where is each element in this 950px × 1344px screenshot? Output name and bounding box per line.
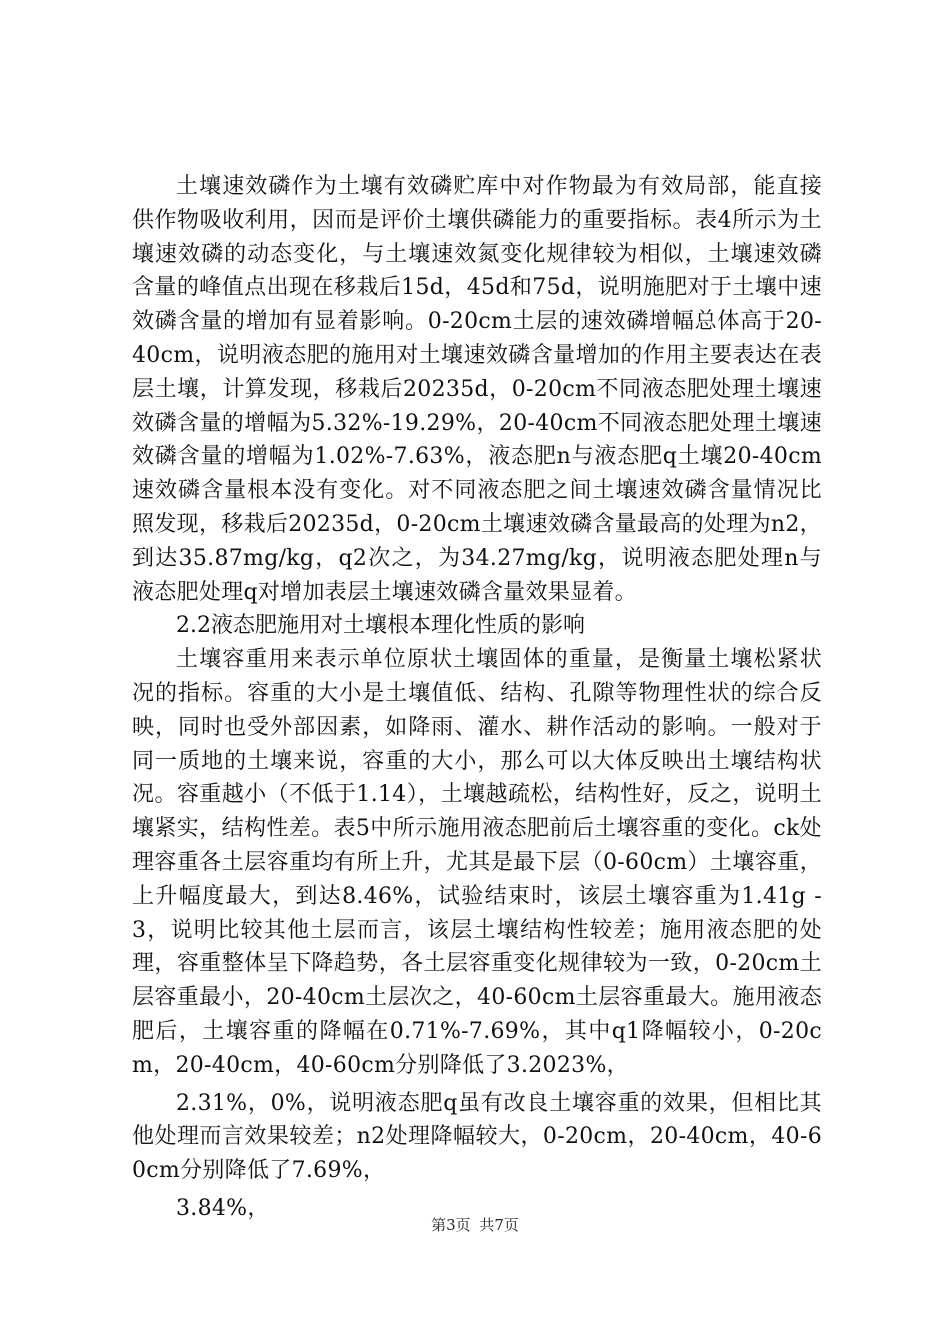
paragraph-bulk-density: 土壤容重用来表示单位原状土壤固体的重量，是衡量土壤松紧状况的指标。容重的大小是土壤值低、结构、孔隙等物理性状的综合反映，同时也受外部因素，如降雨、灌水、耕作活动的影响。一般对于同一质地的土壤来说，容重的大小，那么可以大体反映出土壤结构状况。容重越小（不低于1.14），土壤越疏松，结构性好，反之，说明土壤紧实，结构性差。表5中所示施用液态肥前后土壤容重的变化。ck处理容重各土层容重均有所上升，尤其是最下层（0-60cm）土壤容重，上升幅度最大，到达8.46%，试验结束时，该层土壤容重为1.41g -3，说明比较其他土层而言，该层土壤结构性较差；施用液态肥的处理，容重整体呈下降趋势，各土层容重变化规律较为一致，0-20cm土层容重最小，20-40cm土层次之，40-60cm土层容重最大。施用液态肥后，土壤容重的降幅在0.71%-7.69%，其中q1降幅较小，0-20cm，20-40cm，40-60cm分别降低了3.2023%，	[132, 647, 822, 1078]
page-footer	[0, 1214, 950, 1235]
section-heading: 2.2液态肥施用对土壤根本理化性质的影响	[176, 613, 585, 639]
page-total: 共7页	[479, 1216, 519, 1234]
page-number: 第3页	[431, 1216, 471, 1234]
paragraph-available-phosphorus: 土壤速效磷作为土壤有效磷贮库中对作物最为有效局部，能直接供作物吸收利用，因而是评价土壤供磷能力的重要指标。表4所示为土壤速效磷的动态变化，与土壤速效氮变化规律较为相似，土壤速效磷含量的峰值点出现在移栽后15d，45d和75d，说明施肥对于土壤中速效磷含量的增加有显着影响。0-20cm土层的速效磷增幅总体高于20-40cm，说明液态肥的施用对土壤速效磷含量增加的作用主要表达在表层土壤，计算发现，移栽后20235d，0-20cm不同液态肥处理土壤速效磷含量的增幅为5.32%-19.29%，20-40cm不同液态肥处理土壤速效磷含量的增幅为1.02%-7.63%，液态肥n与液态肥q土壤20-40cm速效磷含量根本没有变化。对不同液态肥之间土壤速效磷含量情况比照发现，移栽后20235d，0-20cm土壤速效磷含量最高的处理为n2，到达35.87mg/kg，q2次之，为34.27mg/kg，说明液态肥处理n与液态肥处理q对增加表层土壤速效磷含量效果显着。	[132, 174, 822, 605]
document-body	[132, 170, 822, 1226]
paragraph-fragment: 3.84%，	[176, 1195, 270, 1221]
paragraph-continuation: 2.31%，0%，说明液态肥q虽有改良土壤容重的效果，但相比其他处理而言效果较差；n2处理降幅较大，0-20cm，20-40cm，40-60cm分别降低了7.69%，	[132, 1090, 822, 1184]
